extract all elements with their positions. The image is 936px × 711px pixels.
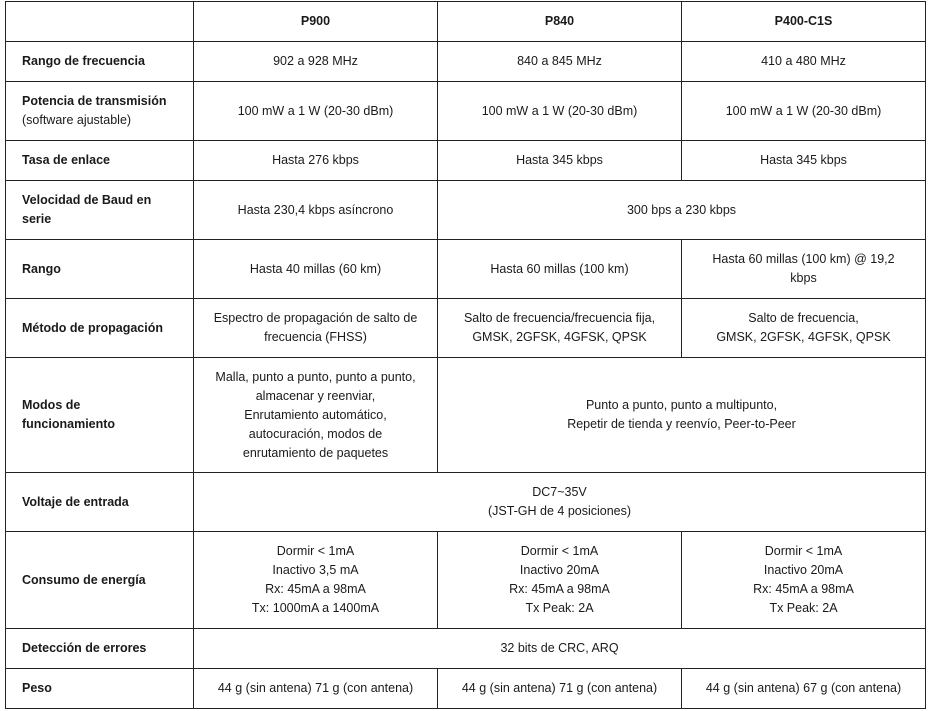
row-label: Rango xyxy=(6,240,194,299)
cell-p840-p400 xyxy=(438,358,926,473)
header-p840: P840 xyxy=(438,2,682,42)
row-label-line: Velocidad de Baud en xyxy=(22,193,152,207)
cell-p400: Hasta 345 kbps xyxy=(682,141,926,181)
cell-p840: Hasta 345 kbps xyxy=(438,141,682,181)
cell-p900: Hasta 230,4 kbps asíncrono xyxy=(194,181,438,240)
cell-line: frecuencia (FHSS) xyxy=(264,330,367,344)
cell-p400 xyxy=(682,532,926,629)
cell-line: Rx: 45mA a 98mA xyxy=(509,582,610,596)
row-label: Rango de frecuencia xyxy=(6,42,194,82)
cell-line: Inactivo 20mA xyxy=(763,563,844,577)
cell-p400: 100 mW a 1 W (20-30 dBm) xyxy=(682,82,926,141)
cell-line: Dormir < 1mA xyxy=(276,544,355,558)
row-label-main: Potencia de transmisión xyxy=(22,94,167,108)
row-label: Consumo de energía xyxy=(6,532,194,629)
cell-p400 xyxy=(682,299,926,358)
cell-line: Enrutamiento automático, xyxy=(244,407,387,422)
cell-line: autocuración, modos de xyxy=(248,426,383,441)
cell-p900: 100 mW a 1 W (20-30 dBm) xyxy=(194,82,438,141)
cell-line: Repetir de tienda y reenvío, Peer-to-Peer xyxy=(567,417,796,431)
row-label-line: Modos de xyxy=(22,398,81,412)
cell-p840 xyxy=(438,299,682,358)
cell-p900 xyxy=(194,358,438,473)
row-voltage xyxy=(6,473,926,532)
cell-p900 xyxy=(194,299,438,358)
cell-p840: 44 g (sin antena) 71 g (con antena) xyxy=(438,669,682,709)
row-spread xyxy=(6,299,926,358)
cell-line: Hasta 60 millas (100 km) @ 19,2 xyxy=(712,252,895,266)
cell-line: Tx Peak: 2A xyxy=(769,601,838,615)
cell-p900: 902 a 928 MHz xyxy=(194,42,438,82)
row-errors xyxy=(6,629,926,669)
cell-line: GMSK, 2GFSK, 4GFSK, QPSK xyxy=(716,330,891,344)
row-label xyxy=(6,82,194,141)
cell-p400 xyxy=(682,240,926,299)
cell-p840: Hasta 60 millas (100 km) xyxy=(438,240,682,299)
cell-p840-p400: 300 bps a 230 kbps xyxy=(438,181,926,240)
header-p400: P400-C1S xyxy=(682,2,926,42)
cell-p400: 410 a 480 MHz xyxy=(682,42,926,82)
row-label: Voltaje de entrada xyxy=(6,473,194,532)
cell-line: Dormir < 1mA xyxy=(764,544,843,558)
cell-line: almacenar y reenviar, xyxy=(255,388,376,403)
row-range xyxy=(6,240,926,299)
cell-all-models xyxy=(194,473,926,532)
row-label-line: serie xyxy=(22,212,52,226)
cell-line: Punto a punto, punto a multipunto, xyxy=(585,398,778,412)
row-label: Método de propagación xyxy=(6,299,194,358)
row-label-line: funcionamiento xyxy=(22,417,116,431)
cell-p900 xyxy=(194,532,438,629)
cell-line: Dormir < 1mA xyxy=(520,544,599,558)
row-label xyxy=(6,358,194,473)
cell-line: Tx: 1000mA a 1400mA xyxy=(251,601,380,615)
cell-p900: Hasta 40 millas (60 km) xyxy=(194,240,438,299)
cell-line: Malla, punto a punto, punto a punto, xyxy=(215,369,416,384)
cell-p400: 44 g (sin antena) 67 g (con antena) xyxy=(682,669,926,709)
cell-line: Espectro de propagación de salto de xyxy=(213,311,418,325)
cell-p840: 840 a 845 MHz xyxy=(438,42,682,82)
header-row xyxy=(6,2,926,42)
header-p900: P900 xyxy=(194,2,438,42)
cell-line: GMSK, 2GFSK, 4GFSK, QPSK xyxy=(472,330,647,344)
row-label: Peso xyxy=(6,669,194,709)
cell-line: Inactivo 3,5 mA xyxy=(272,563,359,577)
cell-line: Rx: 45mA a 98mA xyxy=(265,582,366,596)
row-label: Detección de errores xyxy=(6,629,194,669)
cell-line: (JST-GH de 4 posiciones) xyxy=(487,504,632,518)
row-label-sub: (software ajustable) xyxy=(22,113,132,127)
row-modes xyxy=(6,358,926,473)
cell-all-models: 32 bits de CRC, ARQ xyxy=(194,629,926,669)
cell-p840: 100 mW a 1 W (20-30 dBm) xyxy=(438,82,682,141)
cell-line: Inactivo 20mA xyxy=(519,563,600,577)
comparison-table xyxy=(5,1,926,709)
row-link-rate xyxy=(6,141,926,181)
row-weight xyxy=(6,669,926,709)
cell-line: kbps xyxy=(790,271,817,285)
row-consumption xyxy=(6,532,926,629)
cell-line: Tx Peak: 2A xyxy=(525,601,594,615)
row-label xyxy=(6,181,194,240)
row-label: Tasa de enlace xyxy=(6,141,194,181)
cell-p840 xyxy=(438,532,682,629)
cell-line: Rx: 45mA a 98mA xyxy=(753,582,854,596)
cell-line: DC7~35V xyxy=(532,485,587,499)
cell-p900: Hasta 276 kbps xyxy=(194,141,438,181)
header-empty-cell xyxy=(6,2,194,42)
row-frequency xyxy=(6,42,926,82)
row-baud xyxy=(6,181,926,240)
row-power xyxy=(6,82,926,141)
cell-line: Salto de frecuencia/frecuencia fija, xyxy=(463,311,656,325)
cell-line: Salto de frecuencia, xyxy=(748,311,859,325)
cell-line: enrutamiento de paquetes xyxy=(242,445,389,460)
cell-p900: 44 g (sin antena) 71 g (con antena) xyxy=(194,669,438,709)
